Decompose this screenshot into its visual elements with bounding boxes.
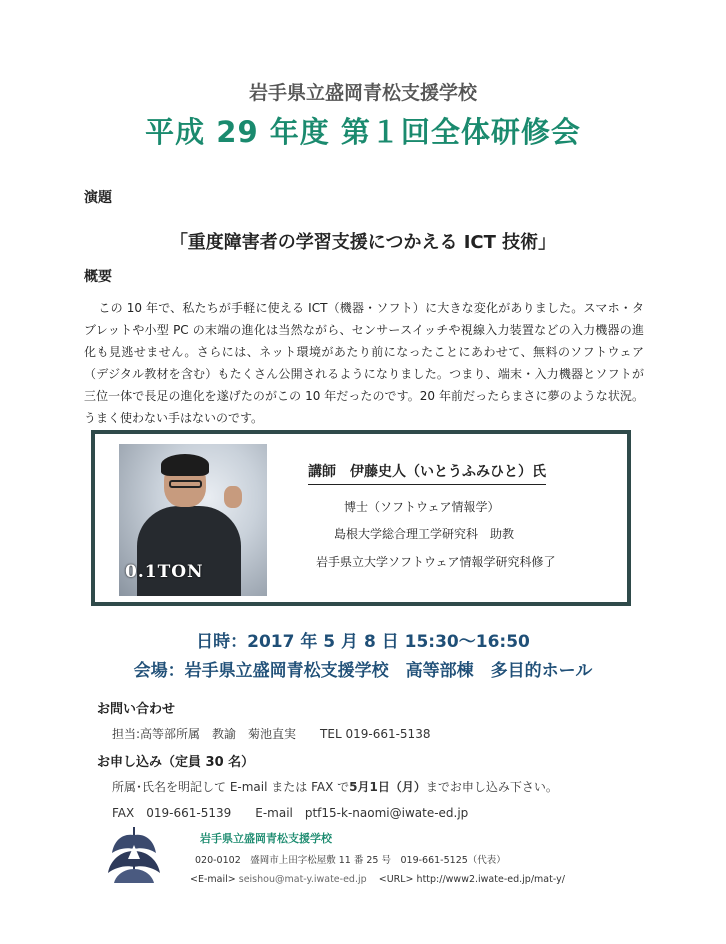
- lecturer-name: 講師 伊藤史人（いとうふみひと）氏: [308, 461, 546, 485]
- summary-text: この 10 年で、私たちが手軽に使える ICT（機器・ソフト）に大きな変化がありました。スマホ・タブレットや小型 PC の末端の進化は当然ながら、センサースイッチや視線入力装置などの入力機器の進化も見逃せません。さらには、ネット環境があたり前になったことにあわせて、無料のソフトウェア（デジタル教材を含む）もたくさん公開されるようになりました。つまり、端末・入力機器とソフトが三位一体で長足の進化を遂げたのがこの 10 年だったのです。20 年前だったらまさに夢のような状況。うまく使わない手はないのです。: [84, 301, 644, 425]
- application-instruction-pre: 所属･氏名を明記して E-mail または FAX で: [112, 780, 350, 794]
- application-contact[interactable]: FAX 019-661-5139 E-mail ptf15-k-naomi@iwate-ed.jp: [112, 806, 469, 820]
- event-venue: 会場：岩手県立盛岡青松支援学校 高等部棟 多目的ホール: [133, 661, 593, 681]
- footer-email-label: <E-mail>: [190, 874, 236, 885]
- contact-label: お問い合わせ: [97, 702, 176, 717]
- contact-detail: 担当:高等部所属 教諭 菊池直実 TEL 019-661-5138: [112, 727, 431, 741]
- application-instruction-post: までお申し込み下さい。: [425, 780, 558, 794]
- footer-address: 020-0102 盛岡市上田字松屋敷 11 番 25 号 019-661-5125（代表）: [195, 855, 506, 866]
- application-instruction: [112, 778, 558, 795]
- page-title: 平成 29 年度 第１回全体研修会: [145, 115, 581, 149]
- application-label: お申し込み（定員 30 名）: [97, 755, 255, 770]
- footer-url-link[interactable]: http://www2.iwate-ed.jp/mat-y/: [416, 874, 565, 885]
- lecturer-photo: [119, 444, 267, 596]
- summary-label: 概要: [84, 269, 112, 285]
- footer-links: [190, 874, 565, 885]
- theme-title: 「重度障害者の学習支援につかえる ICT 技術」: [169, 232, 557, 253]
- footer-school-name: 岩手県立盛岡青松支援学校: [200, 832, 332, 845]
- application-deadline: 5月1日（月）: [349, 780, 426, 794]
- footer-email-link[interactable]: seishou@mat-y.iwate-ed.jp: [238, 874, 367, 885]
- school-name: 岩手県立盛岡青松支援学校: [248, 82, 477, 104]
- school-logo-icon: [104, 823, 164, 887]
- lecturer-credential: 博士（ソフトウェア情報学）: [344, 500, 500, 514]
- footer-url-label: <URL>: [378, 874, 414, 885]
- event-datetime: 日時：2017 年 5 月 8 日 15:30〜16:50: [196, 632, 530, 652]
- theme-label: 演題: [84, 190, 112, 206]
- photo-caption: 0.1TON: [125, 562, 204, 582]
- lecturer-credential: 島根大学総合理工学研究科 助教: [334, 527, 515, 541]
- lecturer-credential: 岩手県立大学ソフトウェア情報学研究科修了: [316, 555, 556, 569]
